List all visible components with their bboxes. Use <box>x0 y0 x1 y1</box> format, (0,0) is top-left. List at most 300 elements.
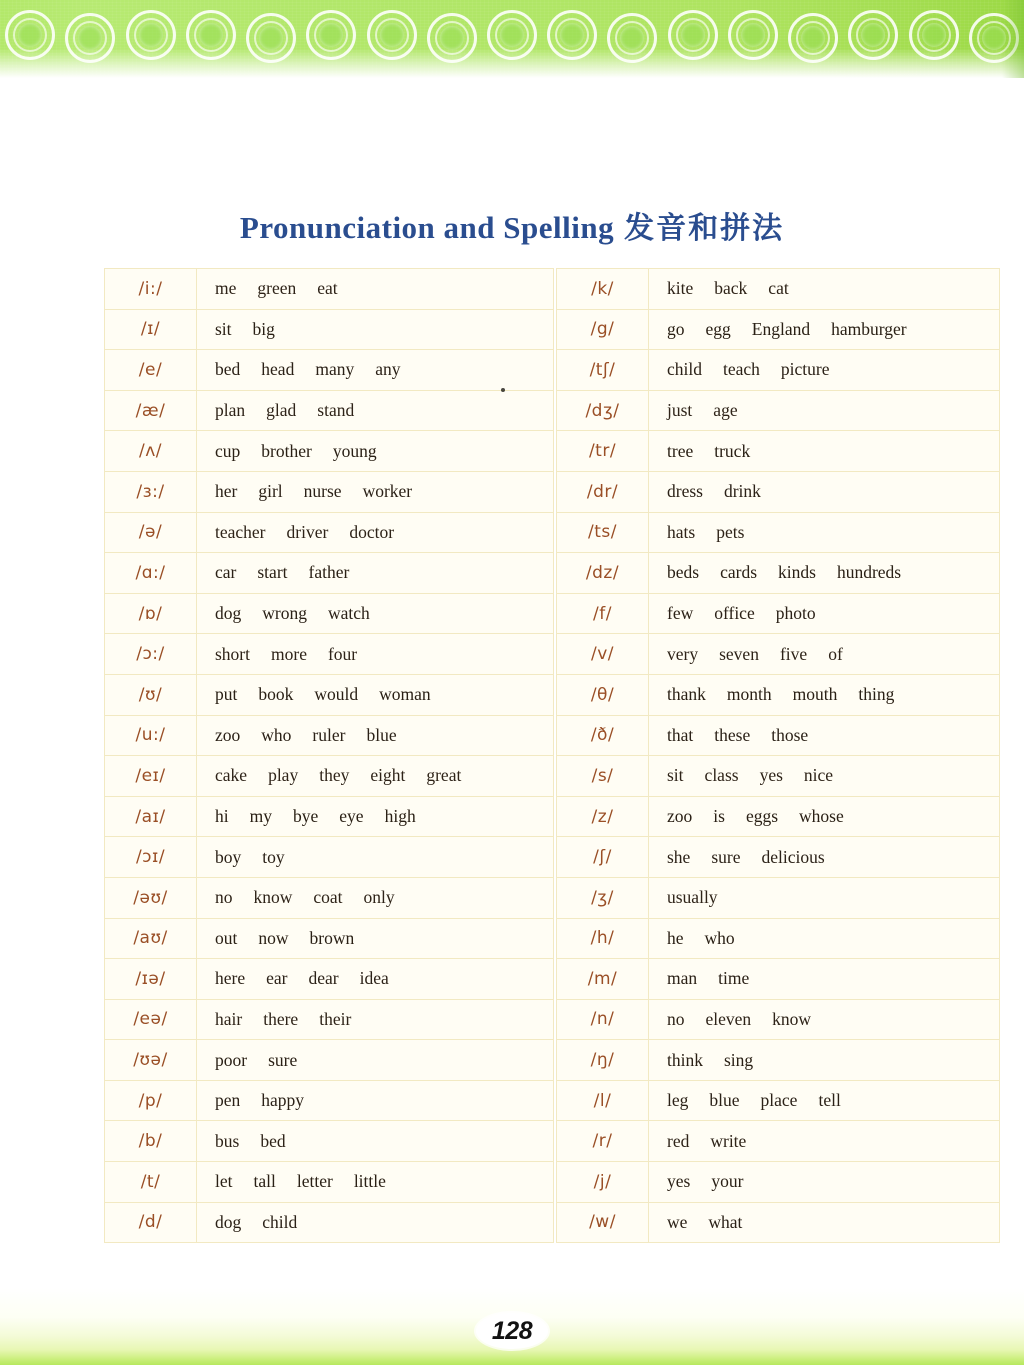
phonetic-symbol-cell <box>105 1080 197 1121</box>
table-row <box>105 553 554 594</box>
example-word: her <box>215 481 238 502</box>
example-word: thank <box>667 684 706 705</box>
example-words <box>197 1171 553 1192</box>
example-words <box>197 400 553 421</box>
example-words-cell <box>649 1080 1000 1121</box>
example-word: play <box>268 765 299 786</box>
phonetic-symbol-cell <box>105 756 197 797</box>
example-words-cell <box>649 553 1000 594</box>
example-words-cell <box>649 350 1000 391</box>
phonetic-symbol-cell <box>105 390 197 431</box>
example-word: big <box>252 318 275 339</box>
example-words <box>197 562 553 583</box>
example-words-cell <box>197 715 554 756</box>
example-words-cell <box>197 1162 554 1203</box>
example-words-cell <box>649 512 1000 553</box>
example-words-cell <box>649 1162 1000 1203</box>
example-word: man <box>667 968 698 989</box>
phonetic-symbol-cell <box>105 1162 197 1203</box>
page-title <box>0 203 1024 247</box>
example-word: drink <box>723 481 761 502</box>
phonetic-symbol-cell <box>105 1202 197 1243</box>
example-word: leg <box>667 1090 689 1111</box>
example-words-cell <box>649 309 1000 350</box>
circle-ring-icon <box>487 10 537 60</box>
example-word: cup <box>215 440 241 461</box>
table-row <box>557 999 1000 1040</box>
example-word: here <box>215 968 246 989</box>
example-word: no <box>215 887 233 908</box>
phonetic-symbol: /dʒ/ <box>585 400 620 421</box>
example-word: place <box>760 1090 798 1111</box>
example-word: eggs <box>745 806 779 827</box>
example-word: hamburger <box>831 318 907 339</box>
phonetic-symbol-cell <box>105 715 197 756</box>
phonetic-symbol: /ʒ/ <box>591 887 614 908</box>
example-word: truck <box>714 440 751 461</box>
example-word: bed <box>260 1130 286 1151</box>
example-word: mouth <box>792 684 838 705</box>
example-word: would <box>314 684 359 705</box>
table-row <box>557 634 1000 675</box>
example-words <box>649 806 999 827</box>
example-words-cell <box>197 674 554 715</box>
example-word: child <box>667 359 702 380</box>
example-word: car <box>215 562 237 583</box>
phonetic-symbol-cell <box>105 999 197 1040</box>
example-words <box>197 359 553 380</box>
example-word: he <box>667 927 684 948</box>
example-word: only <box>363 887 395 908</box>
phonetic-symbol: /æ/ <box>135 400 166 421</box>
example-word: high <box>384 806 416 827</box>
example-words <box>197 481 553 502</box>
phonetic-symbol-cell <box>557 593 649 634</box>
phonetic-symbol: /ʃ/ <box>593 847 612 868</box>
table-row <box>105 309 554 350</box>
phonetic-symbol-cell <box>105 309 197 350</box>
example-words <box>649 1009 999 1030</box>
phonetic-symbol: /j/ <box>593 1171 612 1192</box>
example-word: egg <box>705 318 731 339</box>
table-row <box>557 1202 1000 1243</box>
example-word: five <box>779 643 808 664</box>
example-word: toy <box>262 846 285 867</box>
phonetic-table-left <box>104 268 554 1243</box>
phonetic-symbol-cell <box>557 999 649 1040</box>
table-row <box>105 959 554 1000</box>
example-word: yes <box>667 1171 691 1192</box>
table-row <box>105 471 554 512</box>
table-row <box>105 837 554 878</box>
example-word: cards <box>720 562 758 583</box>
example-word: poor <box>215 1049 248 1070</box>
example-word: teacher <box>215 521 266 542</box>
phonetic-symbol-cell <box>557 431 649 472</box>
phonetic-symbol: /ɒ/ <box>138 603 163 624</box>
table-row <box>557 756 1000 797</box>
example-words <box>649 562 999 583</box>
example-words-cell <box>197 471 554 512</box>
example-word: hair <box>215 1008 243 1029</box>
example-word: coat <box>313 887 343 908</box>
circle-ring-icon <box>126 10 176 60</box>
example-word: short <box>215 643 250 664</box>
table-row <box>557 1121 1000 1162</box>
example-word: stand <box>317 400 355 421</box>
table-row <box>105 1162 554 1203</box>
example-words <box>649 1050 999 1071</box>
table-row <box>557 796 1000 837</box>
example-word: usually <box>667 887 718 908</box>
table-row <box>105 715 554 756</box>
example-word: nice <box>803 765 834 786</box>
example-word: four <box>327 643 358 664</box>
example-words-cell <box>197 1202 554 1243</box>
example-words <box>649 1131 999 1152</box>
example-word: sit <box>215 318 232 339</box>
example-words-cell <box>649 796 1000 837</box>
example-word: cat <box>768 278 789 299</box>
example-words <box>649 684 999 705</box>
example-word: any <box>375 359 401 380</box>
phonetic-symbol: /dz/ <box>585 562 620 583</box>
phonetic-symbol: /s/ <box>591 765 614 786</box>
example-word: ear <box>266 968 288 989</box>
phonetic-symbol-cell <box>105 512 197 553</box>
phonetic-symbol-cell <box>557 309 649 350</box>
example-word: watch <box>327 603 370 624</box>
example-word: book <box>258 684 294 705</box>
example-words <box>197 644 553 665</box>
example-words <box>649 847 999 868</box>
example-word: pen <box>215 1090 241 1111</box>
example-words <box>197 1090 553 1111</box>
table-row <box>105 512 554 553</box>
phonetic-symbol: /r/ <box>592 1131 613 1152</box>
circle-ring-icon <box>306 10 356 60</box>
example-word: zoo <box>215 724 241 745</box>
example-word: photo <box>775 603 816 624</box>
table-row <box>105 999 554 1040</box>
example-word: office <box>714 603 755 624</box>
phonetic-symbol: /u:/ <box>135 725 166 746</box>
example-word: idea <box>359 968 389 989</box>
table-row <box>557 1162 1000 1203</box>
phonetic-symbol-cell <box>105 593 197 634</box>
phonetic-symbol-cell <box>557 1040 649 1081</box>
example-words <box>197 684 553 705</box>
example-word: tree <box>667 440 694 461</box>
example-word: dress <box>667 481 703 502</box>
example-words <box>649 887 999 908</box>
example-words-cell <box>649 715 1000 756</box>
phonetic-symbol: /w/ <box>589 1212 616 1233</box>
phonetic-symbol-cell <box>105 918 197 959</box>
phonetic-symbol: /t/ <box>140 1171 161 1192</box>
example-words <box>649 765 999 786</box>
example-word: go <box>667 318 685 339</box>
example-word: out <box>215 927 238 948</box>
circle-ring-icon <box>547 10 597 60</box>
table-row <box>105 674 554 715</box>
phonetic-symbol: /v/ <box>590 644 614 665</box>
phonetic-symbol: /h/ <box>590 928 615 949</box>
circle-ring-icon <box>367 10 417 60</box>
example-words <box>649 1171 999 1192</box>
phonetic-symbol-cell <box>557 715 649 756</box>
example-words-cell <box>649 877 1000 918</box>
phonetic-symbol: /ʊə/ <box>133 1050 168 1071</box>
example-words-cell <box>197 593 554 634</box>
example-word: blue <box>709 1090 740 1111</box>
example-words-cell <box>197 918 554 959</box>
example-words-cell <box>649 1040 1000 1081</box>
phonetic-symbol: /tr/ <box>588 441 617 462</box>
phonetic-symbol: /d/ <box>138 1212 163 1233</box>
example-words-cell <box>649 999 1000 1040</box>
example-word: sit <box>667 765 684 786</box>
table-row <box>557 431 1000 472</box>
example-words-cell <box>197 269 554 310</box>
phonetic-symbol: /ɔɪ/ <box>135 847 166 868</box>
header-right-shade <box>1002 0 1024 78</box>
phonetic-symbol-cell <box>105 269 197 310</box>
phonetic-symbol: /ts/ <box>588 522 617 543</box>
phonetic-symbol-cell <box>557 959 649 1000</box>
phonetic-symbol-cell <box>557 634 649 675</box>
example-word: woman <box>379 684 431 705</box>
example-words-cell <box>197 634 554 675</box>
example-word: bus <box>215 1130 240 1151</box>
example-word: there <box>263 1008 299 1029</box>
phonetic-symbol: /ɜ:/ <box>136 481 165 502</box>
phonetic-symbol: /ɪə/ <box>135 968 166 989</box>
example-words <box>197 278 553 299</box>
example-word: bed <box>215 359 241 380</box>
example-word: very <box>667 643 699 664</box>
example-words <box>649 968 999 989</box>
table-row <box>557 553 1000 594</box>
example-word: start <box>257 562 288 583</box>
example-words-cell <box>197 1040 554 1081</box>
example-words-cell <box>197 309 554 350</box>
example-words <box>197 1009 553 1030</box>
example-word: kinds <box>778 562 816 583</box>
phonetic-symbol: /ʊ/ <box>138 684 163 705</box>
example-words-cell <box>197 999 554 1040</box>
phonetic-symbol: /i:/ <box>138 278 163 299</box>
example-word: many <box>315 359 355 380</box>
example-word: worker <box>362 481 413 502</box>
example-word: driver <box>286 521 329 542</box>
example-word: brother <box>261 440 312 461</box>
table-row <box>105 877 554 918</box>
example-words <box>649 359 999 380</box>
example-word: head <box>261 359 295 380</box>
page-body <box>0 78 1024 1288</box>
table-row <box>105 1202 554 1243</box>
example-words-cell <box>197 877 554 918</box>
page-title-english: Pronunciation and Spelling <box>239 209 615 245</box>
example-words <box>649 644 999 665</box>
example-word: great <box>426 765 462 786</box>
phonetic-symbol: /g/ <box>590 319 615 340</box>
example-word: kite <box>667 278 694 299</box>
example-word: glad <box>266 400 297 421</box>
example-words-cell <box>197 431 554 472</box>
example-word: brown <box>309 927 355 948</box>
example-words <box>649 603 999 624</box>
table-row <box>557 350 1000 391</box>
phonetic-symbol-cell <box>557 877 649 918</box>
example-word: no <box>667 1008 685 1029</box>
example-words-cell <box>197 756 554 797</box>
example-words-cell <box>197 1121 554 1162</box>
example-word: cake <box>215 765 248 786</box>
example-words <box>197 847 553 868</box>
example-word: dear <box>308 968 339 989</box>
example-word: picture <box>780 359 830 380</box>
table-row <box>557 918 1000 959</box>
example-words <box>197 928 553 949</box>
phonetic-symbol-cell <box>557 269 649 310</box>
phonetic-symbol-cell <box>557 1121 649 1162</box>
example-word: eat <box>317 278 338 299</box>
phonetic-symbol: /e/ <box>138 359 163 380</box>
table-row <box>557 959 1000 1000</box>
example-word: England <box>751 318 811 339</box>
example-word: bye <box>293 806 319 827</box>
example-words <box>197 522 553 543</box>
example-words-cell <box>649 756 1000 797</box>
example-words-cell <box>197 796 554 837</box>
phonetic-symbol-cell <box>557 756 649 797</box>
table-row <box>105 1040 554 1081</box>
example-word: hats <box>667 521 696 542</box>
example-word: hundreds <box>836 562 902 583</box>
phonetic-symbol-cell <box>105 674 197 715</box>
example-word: put <box>215 684 238 705</box>
example-word: back <box>714 278 748 299</box>
example-words <box>197 603 553 624</box>
example-words <box>197 441 553 462</box>
example-words <box>649 928 999 949</box>
example-word: tell <box>818 1090 841 1111</box>
phonetic-symbol-cell <box>105 553 197 594</box>
example-words <box>197 1131 553 1152</box>
example-word: tall <box>253 1171 276 1192</box>
circle-ring-icon <box>65 13 115 63</box>
table-row <box>557 471 1000 512</box>
example-word: blue <box>366 724 397 745</box>
table-row <box>105 918 554 959</box>
phonetic-symbol: /ʌ/ <box>138 441 162 462</box>
circle-ring-icon <box>427 13 477 63</box>
phonetic-symbol: /ə/ <box>138 522 163 543</box>
example-words <box>649 1212 999 1233</box>
table-row <box>557 390 1000 431</box>
phonetic-symbol: /ɑ:/ <box>135 562 166 583</box>
example-word: those <box>771 724 809 745</box>
table-row <box>105 1121 554 1162</box>
example-word: doctor <box>349 521 395 542</box>
phonetic-symbol-cell <box>557 918 649 959</box>
example-word: what <box>708 1211 743 1232</box>
phonetic-symbol-cell <box>105 796 197 837</box>
phonetic-symbol: /f/ <box>593 603 612 624</box>
table-row <box>105 756 554 797</box>
phonetic-symbol: /əʊ/ <box>133 887 168 908</box>
example-words-cell <box>197 837 554 878</box>
example-word: child <box>262 1211 298 1232</box>
example-word: ruler <box>312 724 346 745</box>
example-word: dog <box>215 1211 242 1232</box>
example-word: girl <box>258 481 283 502</box>
circle-ring-icon <box>5 10 55 60</box>
example-word: young <box>332 440 377 461</box>
example-words-cell <box>649 959 1000 1000</box>
phonetic-symbol-cell <box>105 634 197 675</box>
example-words-cell <box>649 918 1000 959</box>
example-word: of <box>828 643 843 664</box>
example-words <box>649 1090 999 1111</box>
example-word: happy <box>261 1090 305 1111</box>
phonetic-symbol-cell <box>557 1080 649 1121</box>
phonetic-symbol-cell <box>557 553 649 594</box>
example-words <box>649 319 999 340</box>
example-word: she <box>667 846 691 867</box>
example-words <box>649 278 999 299</box>
example-words-cell <box>649 390 1000 431</box>
example-words-cell <box>649 634 1000 675</box>
example-words-cell <box>197 350 554 391</box>
table-row <box>557 715 1000 756</box>
example-words-cell <box>649 593 1000 634</box>
example-words <box>649 441 999 462</box>
example-word: just <box>667 400 693 421</box>
example-word: pets <box>716 521 745 542</box>
example-word: know <box>253 887 293 908</box>
example-words <box>649 400 999 421</box>
table-row <box>105 390 554 431</box>
phonetic-symbol-cell <box>105 471 197 512</box>
circle-ring-icon <box>728 10 778 60</box>
example-word: think <box>667 1049 703 1070</box>
example-word: who <box>261 724 292 745</box>
phonetic-symbol: /eə/ <box>133 1009 168 1030</box>
example-word: let <box>215 1171 233 1192</box>
example-word: write <box>710 1130 747 1151</box>
example-word: sure <box>268 1049 298 1070</box>
example-word: more <box>271 643 307 664</box>
page-title-chinese: 发音和拼法 <box>624 210 785 246</box>
example-word: age <box>713 400 738 421</box>
example-words <box>649 481 999 502</box>
phonetic-symbol-cell <box>557 796 649 837</box>
example-word: me <box>215 278 237 299</box>
example-word: eye <box>339 806 364 827</box>
example-words-cell <box>649 1121 1000 1162</box>
phonetic-symbol: /ɔ:/ <box>136 644 165 665</box>
phonetic-symbol: /m/ <box>587 968 618 989</box>
example-words <box>197 725 553 746</box>
phonetic-table-right <box>556 268 1000 1243</box>
example-word: red <box>667 1130 690 1151</box>
phonetic-symbol-cell <box>105 877 197 918</box>
table-row <box>557 593 1000 634</box>
example-words <box>197 319 553 340</box>
